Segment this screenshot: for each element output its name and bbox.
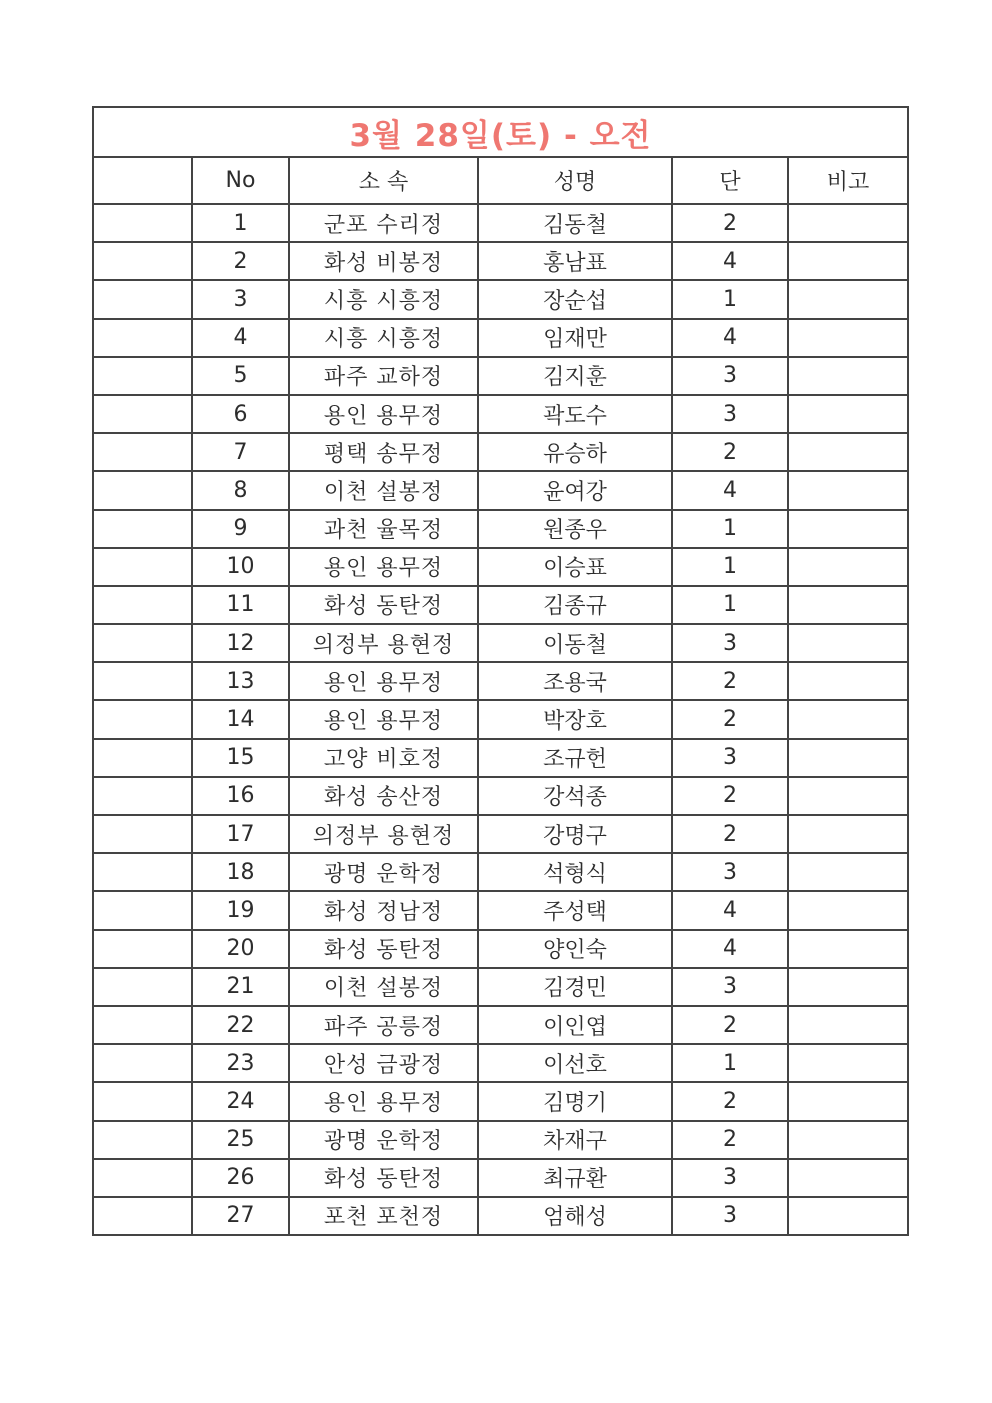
cell-no: 9 bbox=[192, 510, 289, 548]
cell-dan: 2 bbox=[672, 204, 788, 242]
cell-name: 조용국 bbox=[478, 662, 672, 700]
cell-org: 화성 동탄정 bbox=[289, 930, 478, 968]
cell-no: 25 bbox=[192, 1121, 289, 1159]
header-no: No bbox=[192, 158, 289, 204]
cell-blank bbox=[94, 319, 192, 357]
cell-no: 8 bbox=[192, 471, 289, 509]
cell-note bbox=[788, 586, 907, 624]
cell-org: 이천 설봉정 bbox=[289, 471, 478, 509]
cell-name: 김종규 bbox=[478, 586, 672, 624]
table-row bbox=[94, 319, 907, 357]
cell-name: 홍남표 bbox=[478, 242, 672, 280]
cell-org: 과천 율목정 bbox=[289, 510, 478, 548]
cell-note bbox=[788, 395, 907, 433]
cell-dan: 2 bbox=[672, 1006, 788, 1044]
cell-blank bbox=[94, 204, 192, 242]
cell-no: 17 bbox=[192, 815, 289, 853]
cell-note bbox=[788, 624, 907, 662]
roster-sheet bbox=[92, 106, 909, 1236]
cell-org: 안성 금광정 bbox=[289, 1044, 478, 1082]
cell-note bbox=[788, 891, 907, 929]
cell-note bbox=[788, 1082, 907, 1120]
cell-name: 곽도수 bbox=[478, 395, 672, 433]
cell-blank bbox=[94, 280, 192, 318]
cell-blank bbox=[94, 586, 192, 624]
cell-blank bbox=[94, 1044, 192, 1082]
cell-no: 3 bbox=[192, 280, 289, 318]
table-row bbox=[94, 471, 907, 509]
table-header bbox=[94, 158, 907, 204]
cell-org: 포천 포천정 bbox=[289, 1197, 478, 1234]
header-org: 소 속 bbox=[289, 158, 478, 204]
cell-name: 강석종 bbox=[478, 777, 672, 815]
table-row bbox=[94, 1006, 907, 1044]
cell-blank bbox=[94, 700, 192, 738]
header-name: 성명 bbox=[478, 158, 672, 204]
cell-org: 시흥 시흥정 bbox=[289, 319, 478, 357]
cell-dan: 3 bbox=[672, 853, 788, 891]
cell-dan: 4 bbox=[672, 930, 788, 968]
cell-org: 이천 설봉정 bbox=[289, 968, 478, 1006]
cell-blank bbox=[94, 357, 192, 395]
cell-no: 27 bbox=[192, 1197, 289, 1234]
cell-note bbox=[788, 930, 907, 968]
cell-org: 군포 수리정 bbox=[289, 204, 478, 242]
cell-blank bbox=[94, 1159, 192, 1197]
cell-dan: 1 bbox=[672, 280, 788, 318]
cell-blank bbox=[94, 1006, 192, 1044]
table-row bbox=[94, 1044, 907, 1082]
table-row bbox=[94, 510, 907, 548]
sheet-title: 3월 28일(토) - 오전 bbox=[94, 108, 907, 158]
cell-name: 김동철 bbox=[478, 204, 672, 242]
cell-note bbox=[788, 280, 907, 318]
cell-blank bbox=[94, 891, 192, 929]
cell-org: 화성 정남정 bbox=[289, 891, 478, 929]
table-row bbox=[94, 662, 907, 700]
table-row bbox=[94, 968, 907, 1006]
cell-org: 광명 운학정 bbox=[289, 853, 478, 891]
cell-name: 김명기 bbox=[478, 1082, 672, 1120]
cell-blank bbox=[94, 739, 192, 777]
cell-note bbox=[788, 319, 907, 357]
cell-name: 이선호 bbox=[478, 1044, 672, 1082]
cell-note bbox=[788, 548, 907, 586]
table-row bbox=[94, 395, 907, 433]
cell-blank bbox=[94, 433, 192, 471]
cell-dan: 2 bbox=[672, 433, 788, 471]
cell-dan: 4 bbox=[672, 319, 788, 357]
header-note: 비고 bbox=[788, 158, 907, 204]
cell-name: 김지훈 bbox=[478, 357, 672, 395]
cell-org: 의정부 용현정 bbox=[289, 624, 478, 662]
table-row bbox=[94, 930, 907, 968]
cell-note bbox=[788, 739, 907, 777]
header-blank bbox=[94, 158, 192, 204]
cell-note bbox=[788, 853, 907, 891]
cell-dan: 2 bbox=[672, 662, 788, 700]
cell-name: 임재만 bbox=[478, 319, 672, 357]
table-row bbox=[94, 1082, 907, 1120]
cell-blank bbox=[94, 395, 192, 433]
cell-org: 파주 공릉정 bbox=[289, 1006, 478, 1044]
cell-name: 주성택 bbox=[478, 891, 672, 929]
cell-org: 용인 용무정 bbox=[289, 395, 478, 433]
cell-note bbox=[788, 242, 907, 280]
cell-no: 15 bbox=[192, 739, 289, 777]
cell-name: 엄해성 bbox=[478, 1197, 672, 1234]
cell-name: 양인숙 bbox=[478, 930, 672, 968]
table-row bbox=[94, 204, 907, 242]
cell-dan: 4 bbox=[672, 242, 788, 280]
cell-note bbox=[788, 433, 907, 471]
cell-no: 14 bbox=[192, 700, 289, 738]
cell-note bbox=[788, 510, 907, 548]
cell-org: 용인 용무정 bbox=[289, 1082, 478, 1120]
cell-dan: 3 bbox=[672, 1159, 788, 1197]
cell-dan: 1 bbox=[672, 510, 788, 548]
cell-no: 12 bbox=[192, 624, 289, 662]
cell-org: 화성 비봉정 bbox=[289, 242, 478, 280]
cell-blank bbox=[94, 1121, 192, 1159]
cell-dan: 4 bbox=[672, 891, 788, 929]
cell-name: 차재구 bbox=[478, 1121, 672, 1159]
cell-dan: 2 bbox=[672, 1082, 788, 1120]
cell-no: 7 bbox=[192, 433, 289, 471]
header-dan: 단 bbox=[672, 158, 788, 204]
cell-blank bbox=[94, 662, 192, 700]
cell-no: 21 bbox=[192, 968, 289, 1006]
cell-dan: 1 bbox=[672, 548, 788, 586]
cell-name: 이동철 bbox=[478, 624, 672, 662]
table-row bbox=[94, 242, 907, 280]
cell-no: 2 bbox=[192, 242, 289, 280]
cell-dan: 3 bbox=[672, 357, 788, 395]
cell-dan: 3 bbox=[672, 739, 788, 777]
cell-dan: 3 bbox=[672, 968, 788, 1006]
table-row bbox=[94, 891, 907, 929]
cell-org: 용인 용무정 bbox=[289, 548, 478, 586]
cell-dan: 2 bbox=[672, 700, 788, 738]
cell-blank bbox=[94, 815, 192, 853]
header-row bbox=[94, 158, 907, 204]
cell-no: 20 bbox=[192, 930, 289, 968]
cell-dan: 3 bbox=[672, 1197, 788, 1234]
cell-note bbox=[788, 1044, 907, 1082]
table-row bbox=[94, 624, 907, 662]
cell-blank bbox=[94, 242, 192, 280]
cell-blank bbox=[94, 1197, 192, 1234]
cell-name: 강명구 bbox=[478, 815, 672, 853]
cell-name: 조규헌 bbox=[478, 739, 672, 777]
cell-dan: 3 bbox=[672, 624, 788, 662]
cell-org: 고양 비호정 bbox=[289, 739, 478, 777]
cell-name: 원종우 bbox=[478, 510, 672, 548]
cell-org: 평택 송무정 bbox=[289, 433, 478, 471]
cell-name: 최규환 bbox=[478, 1159, 672, 1197]
cell-blank bbox=[94, 1082, 192, 1120]
cell-org: 화성 동탄정 bbox=[289, 586, 478, 624]
cell-blank bbox=[94, 853, 192, 891]
table-row bbox=[94, 1197, 907, 1234]
cell-name: 윤여강 bbox=[478, 471, 672, 509]
cell-org: 광명 운학정 bbox=[289, 1121, 478, 1159]
cell-org: 화성 송산정 bbox=[289, 777, 478, 815]
table-row bbox=[94, 548, 907, 586]
table-row bbox=[94, 586, 907, 624]
cell-no: 6 bbox=[192, 395, 289, 433]
table-row bbox=[94, 700, 907, 738]
cell-org: 용인 용무정 bbox=[289, 700, 478, 738]
cell-note bbox=[788, 1197, 907, 1234]
cell-note bbox=[788, 1121, 907, 1159]
cell-note bbox=[788, 1006, 907, 1044]
cell-org: 용인 용무정 bbox=[289, 662, 478, 700]
table-row bbox=[94, 815, 907, 853]
cell-no: 4 bbox=[192, 319, 289, 357]
cell-no: 1 bbox=[192, 204, 289, 242]
cell-org: 의정부 용현정 bbox=[289, 815, 478, 853]
cell-dan: 2 bbox=[672, 815, 788, 853]
cell-blank bbox=[94, 777, 192, 815]
table-row bbox=[94, 1159, 907, 1197]
table-row bbox=[94, 280, 907, 318]
cell-name: 박장호 bbox=[478, 700, 672, 738]
cell-blank bbox=[94, 510, 192, 548]
table-body bbox=[94, 204, 907, 1234]
cell-no: 19 bbox=[192, 891, 289, 929]
cell-dan: 1 bbox=[672, 586, 788, 624]
cell-org: 화성 동탄정 bbox=[289, 1159, 478, 1197]
cell-no: 22 bbox=[192, 1006, 289, 1044]
cell-note bbox=[788, 204, 907, 242]
cell-name: 이인엽 bbox=[478, 1006, 672, 1044]
cell-no: 11 bbox=[192, 586, 289, 624]
cell-blank bbox=[94, 471, 192, 509]
cell-no: 5 bbox=[192, 357, 289, 395]
cell-note bbox=[788, 815, 907, 853]
cell-no: 24 bbox=[192, 1082, 289, 1120]
cell-blank bbox=[94, 548, 192, 586]
cell-note bbox=[788, 968, 907, 1006]
cell-no: 16 bbox=[192, 777, 289, 815]
cell-dan: 2 bbox=[672, 1121, 788, 1159]
cell-dan: 2 bbox=[672, 777, 788, 815]
cell-name: 석형식 bbox=[478, 853, 672, 891]
cell-no: 18 bbox=[192, 853, 289, 891]
cell-dan: 1 bbox=[672, 1044, 788, 1082]
cell-no: 26 bbox=[192, 1159, 289, 1197]
table-row bbox=[94, 739, 907, 777]
cell-note bbox=[788, 357, 907, 395]
cell-name: 유승하 bbox=[478, 433, 672, 471]
cell-blank bbox=[94, 624, 192, 662]
table-row bbox=[94, 777, 907, 815]
cell-blank bbox=[94, 968, 192, 1006]
cell-dan: 4 bbox=[672, 471, 788, 509]
cell-note bbox=[788, 777, 907, 815]
cell-name: 장순섭 bbox=[478, 280, 672, 318]
cell-org: 파주 교하정 bbox=[289, 357, 478, 395]
table-row bbox=[94, 357, 907, 395]
cell-name: 김경민 bbox=[478, 968, 672, 1006]
table-row bbox=[94, 853, 907, 891]
roster-table bbox=[94, 158, 907, 1234]
cell-note bbox=[788, 471, 907, 509]
cell-note bbox=[788, 662, 907, 700]
cell-org: 시흥 시흥정 bbox=[289, 280, 478, 318]
cell-note bbox=[788, 700, 907, 738]
cell-blank bbox=[94, 930, 192, 968]
cell-note bbox=[788, 1159, 907, 1197]
cell-no: 10 bbox=[192, 548, 289, 586]
cell-dan: 3 bbox=[672, 395, 788, 433]
table-row bbox=[94, 1121, 907, 1159]
cell-name: 이승표 bbox=[478, 548, 672, 586]
cell-no: 13 bbox=[192, 662, 289, 700]
table-row bbox=[94, 433, 907, 471]
cell-no: 23 bbox=[192, 1044, 289, 1082]
